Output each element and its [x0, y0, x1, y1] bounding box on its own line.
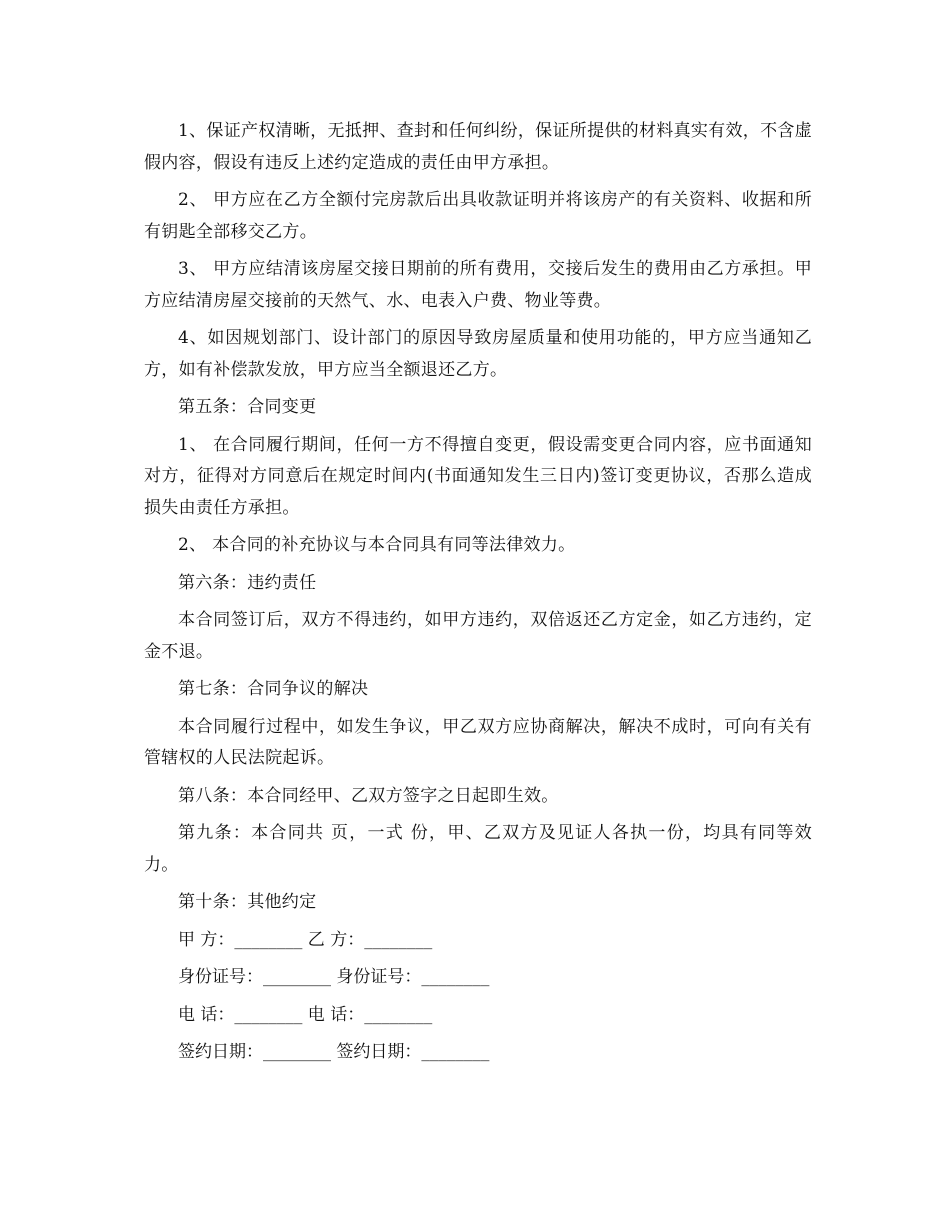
signature-row-sign-date: 签约日期：________ 签约日期：________ [178, 1042, 490, 1062]
section-6-heading: 第六条：违约责任 [178, 572, 317, 593]
section-8-text: 第八条：本合同经甲、乙双方签字之日起即生效。 [178, 785, 559, 806]
clause-2-paragraph: 2、 甲方应在乙方全额付完房款后出具收款证明并将该房产的有关资料、收据和所有钥匙全部移交乙方。 [144, 190, 812, 242]
signature-row-id-number: 身份证号：________ 身份证号：________ [178, 967, 490, 987]
signature-row-parties: 甲 方：________ 乙 方：________ [178, 929, 433, 950]
clause-4-paragraph: 4、如因规划部门、设计部门的原因导致房屋质量和使用功能的，甲方应当通知乙方，如有补偿款发放，甲方应当全额退还乙方。 [144, 328, 812, 380]
section-5-heading: 第五条：合同变更 [178, 397, 317, 417]
section-6-text: 本合同签订后，双方不得违约，如甲方违约，双倍返还乙方定金，如乙方违约，定金不退。 [144, 610, 812, 662]
signature-row-phone: 电 话：________ 电 话：________ [178, 1004, 433, 1025]
section-5-clause-2: 2、 本合同的补充协议与本合同具有同等法律效力。 [178, 535, 576, 555]
section-9-text: 第九条：本合同共 页，一式 份，甲、乙双方及见证人各执一份，均具有同等效力。 [144, 823, 812, 875]
section-5-clause-1: 1、 在合同履行期间，任何一方不得擅自变更，假设需变更合同内容，应书面通知对方，征得对方同意后在规定时间内(书面通知发生三日内)签订变更协议，否那么造成损失由责任方承担。 [144, 434, 812, 518]
section-10-heading: 第十条：其他约定 [178, 892, 317, 912]
clause-3-paragraph: 3、 甲方应结清该房屋交接日期前的所有费用，交接后发生的费用由乙方承担。甲方应结清房屋交接前的天然气、水、电表入户费、物业等费。 [144, 259, 812, 311]
section-7-heading: 第七条：合同争议的解决 [178, 679, 369, 699]
clause-1-paragraph: 1、保证产权清晰，无抵押、查封和任何纠纷，保证所提供的材料真实有效，不含虚假内容，假设有违反上述约定造成的责任由甲方承担。 [144, 121, 812, 173]
contract-body [144, 116, 812, 1075]
section-7-text: 本合同履行过程中，如发生争议，甲乙双方应协商解决，解决不成时，可向有关有管辖权的人民法院起诉。 [144, 716, 812, 768]
